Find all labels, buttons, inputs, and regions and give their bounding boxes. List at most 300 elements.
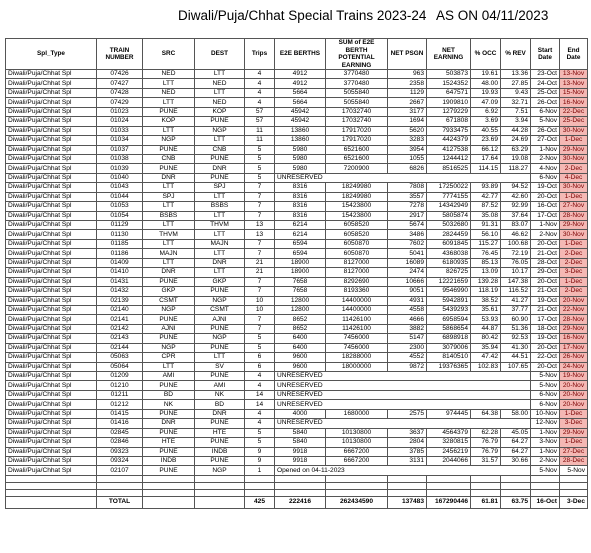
cell-net-earning: 4424379 <box>427 136 471 145</box>
cell-net-psgn: 5147 <box>388 334 427 343</box>
cell-end-date: 4-Dec <box>560 173 588 182</box>
cell-end-date: 29-Nov <box>560 221 588 230</box>
table-row <box>6 296 588 305</box>
cell-occ: 64.38 <box>471 409 501 418</box>
cell-net-psgn: 3637 <box>388 428 427 437</box>
table-row <box>6 419 588 428</box>
cell-trips: 11 <box>245 126 275 135</box>
cell-net-psgn: 10666 <box>388 277 427 286</box>
cell-e2e-berths: UNRESERVED <box>275 372 531 381</box>
cell-spl-type: Diwali/Puja/Chhat Spl <box>6 381 97 390</box>
cell-rev: 83.07 <box>501 221 531 230</box>
cell-occ: 139.28 <box>471 277 501 286</box>
cell-train-number: 02846 <box>97 438 143 447</box>
cell-rev: 147.38 <box>501 277 531 286</box>
cell-start-date: 20-Oct <box>531 277 560 286</box>
cell-trips: 7 <box>245 249 275 258</box>
cell-spl-type: Diwali/Puja/Chhat Spl <box>6 287 97 296</box>
cell-potential-earning: 14400000 <box>326 305 388 314</box>
cell-train-number: 01409 <box>97 258 143 267</box>
cell-trips: 4 <box>245 409 275 418</box>
cell-net-psgn: 2575 <box>388 409 427 418</box>
cell-potential-earning: 6521600 <box>326 154 388 163</box>
cell-trips: 7 <box>245 192 275 201</box>
cell-spl-type: Diwali/Puja/Chhat Spl <box>6 154 97 163</box>
cell-trips: 7 <box>245 287 275 296</box>
cell-occ: 93.89 <box>471 183 501 192</box>
cell-end-date: 29-Nov <box>560 324 588 333</box>
cell-rev: 3.94 <box>501 117 531 126</box>
cell-occ: 85.13 <box>471 258 501 267</box>
cell-train-number: 01211 <box>97 390 143 399</box>
cell-potential-earning: 6667200 <box>326 447 388 456</box>
cell-net-earning: 2044066 <box>427 456 471 465</box>
cell-occ: 56.10 <box>471 230 501 239</box>
table-row <box>6 315 588 324</box>
cell-src: NGP <box>143 136 195 145</box>
cell-potential-earning: 6667200 <box>326 456 388 465</box>
cell-e2e-berths: 8316 <box>275 192 326 201</box>
cell-start-date: 19-Oct <box>531 296 560 305</box>
cell-spl-type: Diwali/Puja/Chhat Spl <box>6 268 97 277</box>
cell-dest: PUNE <box>195 343 245 352</box>
special-trains-table <box>5 38 588 509</box>
cell-net-earning: 2456219 <box>427 447 471 456</box>
cell-net-psgn: 3954 <box>388 145 427 154</box>
cell-occ: 35.61 <box>471 305 501 314</box>
cell-rev: 107.65 <box>501 362 531 371</box>
table-row <box>6 183 588 192</box>
cell-spl-type: Diwali/Puja/Chhat Spl <box>6 164 97 173</box>
cell-occ: 48.00 <box>471 79 501 88</box>
col-header: NET PSGN <box>388 39 427 70</box>
cell-start-date: 19-Oct <box>531 334 560 343</box>
cell-spl-type: Diwali/Puja/Chhat Spl <box>6 400 97 409</box>
table-row <box>6 136 588 145</box>
cell-trips: 6 <box>245 353 275 362</box>
cell-dest: CSMT <box>195 305 245 314</box>
table-row <box>6 79 588 88</box>
cell-start-date: 20-Oct <box>531 362 560 371</box>
cell-dest: DNR <box>195 258 245 267</box>
cell-e2e-berths: 7658 <box>275 277 326 286</box>
cell-e2e-berths: 5980 <box>275 164 326 173</box>
cell-src: GKP <box>143 287 195 296</box>
cell-src: PUNE <box>143 164 195 173</box>
cell-rev: 60.90 <box>501 315 531 324</box>
cell-spl-type: Diwali/Puja/Chhat Spl <box>6 258 97 267</box>
cell-net-psgn: 2300 <box>388 343 427 352</box>
cell-rev: 58.00 <box>501 409 531 418</box>
cell-e2e-berths: 45942 <box>275 107 326 116</box>
cell-end-date: 1-Dec <box>560 438 588 447</box>
cell-spl-type: Diwali/Puja/Chhat Spl <box>6 221 97 230</box>
cell-spl-type: Diwali/Puja/Chhat Spl <box>6 372 97 381</box>
cell-src: LTT <box>143 79 195 88</box>
cell-trips: 13 <box>245 221 275 230</box>
cell-net-psgn: 9872 <box>388 362 427 371</box>
cell-trips: 7 <box>245 315 275 324</box>
cell-spl-type: Diwali/Puja/Chhat Spl <box>6 183 97 192</box>
cell-train-number: 07427 <box>97 79 143 88</box>
cell-occ: 44.87 <box>471 324 501 333</box>
cell-trips: 4 <box>245 70 275 79</box>
cell-start-date: 16-Oct <box>531 202 560 211</box>
cell-start-date: 2-Nov <box>531 154 560 163</box>
cell-trips: 7 <box>245 239 275 248</box>
report-title: Diwali/Puja/Chhat Special Trains 2023-24 <box>178 8 427 23</box>
cell-net-earning: 12221659 <box>427 277 471 286</box>
cell-net-psgn: 1694 <box>388 117 427 126</box>
cell-trips: 9 <box>245 447 275 456</box>
cell-potential-earning: 11426100 <box>326 315 388 324</box>
cell-occ: 13.09 <box>471 268 501 277</box>
table-row <box>6 438 588 447</box>
cell-end-date: 22-Dec <box>560 107 588 116</box>
cell-occ: 53.93 <box>471 315 501 324</box>
cell-occ: 42.77 <box>471 192 501 201</box>
cell-dest: NGP <box>195 126 245 135</box>
cell-opened-note: Opened on 04-11-2023 <box>275 466 531 475</box>
cell-src: THVM <box>143 230 195 239</box>
table-row <box>6 173 588 182</box>
cell-spl-type: Diwali/Puja/Chhat Spl <box>6 419 97 428</box>
cell-end-date: 29-Nov <box>560 428 588 437</box>
cell-occ: 19.93 <box>471 88 501 97</box>
cell-e2e-berths: 5664 <box>275 88 326 97</box>
cell-net-earning: 1909810 <box>427 98 471 107</box>
table-row <box>6 353 588 362</box>
cell-trips: 6 <box>245 362 275 371</box>
cell-train-number: 01038 <box>97 154 143 163</box>
col-header: SUM of E2E BERTH POTENTIAL EARNING <box>326 39 388 70</box>
cell-rev: 72.19 <box>501 249 531 258</box>
cell-potential-earning: 17032740 <box>326 107 388 116</box>
cell-dest: LTT <box>195 268 245 277</box>
cell-rev: 13.36 <box>501 70 531 79</box>
cell-start-date: 25-Oct <box>531 88 560 97</box>
cell-net-psgn: 3785 <box>388 447 427 456</box>
blank-row <box>6 482 588 489</box>
cell-spl-type: Diwali/Puja/Chhat Spl <box>6 305 97 314</box>
cell-potential-earning: 18249980 <box>326 183 388 192</box>
col-header: End Date <box>560 39 588 70</box>
cell-occ: 102.83 <box>471 362 501 371</box>
cell-rev: 100.68 <box>501 239 531 248</box>
cell-src: CSMT <box>143 296 195 305</box>
cell-end-date: 30-Nov <box>560 154 588 163</box>
cell-e2e-berths: 6400 <box>275 343 326 352</box>
cell-potential-earning: 6058520 <box>326 230 388 239</box>
cell-trips: 7 <box>245 202 275 211</box>
cell-dest: NED <box>195 79 245 88</box>
cell-net-psgn: 7278 <box>388 202 427 211</box>
col-header: % OCC <box>471 39 501 70</box>
cell-start-date: 28-Oct <box>531 258 560 267</box>
cell-e2e-berths: 7658 <box>275 287 326 296</box>
cell-start-date: 6-Nov <box>531 400 560 409</box>
cell-train-number: 09324 <box>97 456 143 465</box>
cell-spl-type: Diwali/Puja/Chhat Spl <box>6 79 97 88</box>
total-berths: 222416 <box>275 496 326 508</box>
cell-spl-type: Diwali/Puja/Chhat Spl <box>6 136 97 145</box>
total-trips: 425 <box>245 496 275 508</box>
cell-net-psgn: 4558 <box>388 305 427 314</box>
col-header: SRC <box>143 39 195 70</box>
cell-rev: 10.17 <box>501 268 531 277</box>
cell-e2e-berths: 13860 <box>275 136 326 145</box>
cell-dest: HTE <box>195 428 245 437</box>
cell-spl-type: Diwali/Puja/Chhat Spl <box>6 107 97 116</box>
cell-trips: 11 <box>245 136 275 145</box>
cell-end-date: 28-Dec <box>560 456 588 465</box>
cell-potential-earning: 7456000 <box>326 343 388 352</box>
cell-src: CPR <box>143 353 195 362</box>
cell-potential-earning: 6521600 <box>326 145 388 154</box>
cell-train-number: 01432 <box>97 287 143 296</box>
table-row <box>6 390 588 399</box>
cell-rev: 32.71 <box>501 98 531 107</box>
cell-net-psgn: 2667 <box>388 98 427 107</box>
cell-trips: 4 <box>245 381 275 390</box>
col-header: NET EARNING <box>427 39 471 70</box>
cell-spl-type: Diwali/Puja/Chhat Spl <box>6 409 97 418</box>
cell-net-earning: 7933475 <box>427 126 471 135</box>
table-row <box>6 372 588 381</box>
cell-start-date: 12-Nov <box>531 419 560 428</box>
cell-end-date: 13-Nov <box>560 79 588 88</box>
cell-src: MAJN <box>143 249 195 258</box>
cell-potential-earning: 5055840 <box>326 88 388 97</box>
cell-start-date: 6-Nov <box>531 173 560 182</box>
cell-start-date: 26-Oct <box>531 98 560 107</box>
cell-rev: 118.27 <box>501 164 531 173</box>
cell-net-psgn: 963 <box>388 70 427 79</box>
table-row <box>6 98 588 107</box>
total-spacer <box>6 496 97 508</box>
cell-src: LTT <box>143 183 195 192</box>
cell-src: NED <box>143 88 195 97</box>
cell-end-date: 2-Dec <box>560 258 588 267</box>
table-row <box>6 287 588 296</box>
table-row <box>6 126 588 135</box>
cell-end-date: 26-Nov <box>560 353 588 362</box>
cell-occ: 40.55 <box>471 126 501 135</box>
cell-net-earning: 8516525 <box>427 164 471 173</box>
table-row <box>6 400 588 409</box>
cell-start-date: 1-Nov <box>531 221 560 230</box>
table-row <box>6 88 588 97</box>
cell-start-date: 20-Oct <box>531 239 560 248</box>
cell-net-psgn: 5620 <box>388 126 427 135</box>
cell-rev: 24.69 <box>501 136 531 145</box>
cell-src: BD <box>143 390 195 399</box>
table-row <box>6 145 588 154</box>
cell-rev: 63.29 <box>501 145 531 154</box>
cell-potential-earning: 17917020 <box>326 126 388 135</box>
col-header: Spl_Type <box>6 39 97 70</box>
cell-train-number: 01037 <box>97 145 143 154</box>
table-row <box>6 324 588 333</box>
cell-e2e-berths: 4000 <box>275 409 326 418</box>
cell-trips: 4 <box>245 88 275 97</box>
cell-train-number: 01033 <box>97 126 143 135</box>
cell-start-date: 17-Oct <box>531 315 560 324</box>
cell-net-earning: 9546990 <box>427 287 471 296</box>
cell-spl-type: Diwali/Puja/Chhat Spl <box>6 447 97 456</box>
cell-train-number: 01023 <box>97 107 143 116</box>
col-header: Start Date <box>531 39 560 70</box>
cell-trips: 57 <box>245 117 275 126</box>
cell-e2e-berths: 8652 <box>275 324 326 333</box>
cell-end-date: 30-Nov <box>560 183 588 192</box>
cell-end-date: 20-Nov <box>560 296 588 305</box>
cell-train-number: 05063 <box>97 353 143 362</box>
cell-net-psgn: 6826 <box>388 164 427 173</box>
cell-net-psgn: 3486 <box>388 230 427 239</box>
cell-start-date: 5-Nov <box>531 466 560 475</box>
cell-train-number: 01410 <box>97 268 143 277</box>
table-row <box>6 409 588 418</box>
cell-e2e-berths: UNRESERVED <box>275 400 531 409</box>
cell-trips: 4 <box>245 98 275 107</box>
cell-rev: 44.51 <box>501 353 531 362</box>
cell-e2e-berths: 6594 <box>275 249 326 258</box>
total-psgn: 137483 <box>388 496 427 508</box>
cell-end-date: 3-Dec <box>560 419 588 428</box>
cell-end-date: 16-Nov <box>560 98 588 107</box>
cell-start-date: 21-Oct <box>531 287 560 296</box>
cell-net-earning: 4368038 <box>427 249 471 258</box>
cell-dest: MAJN <box>195 239 245 248</box>
total-potential: 262434590 <box>326 496 388 508</box>
cell-net-earning: 3079006 <box>427 343 471 352</box>
cell-occ: 35.08 <box>471 211 501 220</box>
cell-start-date: 5-Nov <box>531 372 560 381</box>
cell-net-earning: 4127538 <box>427 145 471 154</box>
cell-trips: 4 <box>245 419 275 428</box>
cell-occ: 80.42 <box>471 334 501 343</box>
cell-src: AJNI <box>143 324 195 333</box>
table-row <box>6 447 588 456</box>
cell-spl-type: Diwali/Puja/Chhat Spl <box>6 334 97 343</box>
cell-occ: 76.79 <box>471 438 501 447</box>
cell-occ: 38.52 <box>471 296 501 305</box>
cell-trips: 4 <box>245 79 275 88</box>
total-end: 3-Dec <box>560 496 588 508</box>
cell-spl-type: Diwali/Puja/Chhat Spl <box>6 277 97 286</box>
cell-potential-earning: 7200900 <box>326 164 388 173</box>
cell-net-earning: 6180935 <box>427 258 471 267</box>
cell-occ: 87.52 <box>471 202 501 211</box>
cell-rev: 27.85 <box>501 79 531 88</box>
cell-end-date: 30-Nov <box>560 230 588 239</box>
cell-trips: 9 <box>245 456 275 465</box>
cell-end-date: 30-Nov <box>560 126 588 135</box>
cell-start-date: 26-Oct <box>531 126 560 135</box>
cell-dest: LTT <box>195 192 245 201</box>
cell-e2e-berths: 8316 <box>275 202 326 211</box>
cell-rev: 116.52 <box>501 287 531 296</box>
cell-start-date: 1-Nov <box>531 145 560 154</box>
cell-spl-type: Diwali/Puja/Chhat Spl <box>6 98 97 107</box>
table-row <box>6 249 588 258</box>
cell-start-date: 29-Oct <box>531 268 560 277</box>
cell-train-number: 02107 <box>97 466 143 475</box>
cell-end-date: 29-Nov <box>560 145 588 154</box>
cell-src: NED <box>143 70 195 79</box>
cell-e2e-berths: 5980 <box>275 145 326 154</box>
cell-start-date: 17-Oct <box>531 211 560 220</box>
cell-occ: 115.27 <box>471 239 501 248</box>
cell-potential-earning: 6058520 <box>326 221 388 230</box>
cell-start-date: 10-Nov <box>531 409 560 418</box>
table-row-opened <box>6 466 588 475</box>
cell-net-psgn: 3283 <box>388 136 427 145</box>
cell-end-date: 2-Dec <box>560 164 588 173</box>
cell-net-earning: 8140510 <box>427 353 471 362</box>
cell-dest: LTT <box>195 353 245 362</box>
table-row <box>6 258 588 267</box>
cell-spl-type: Diwali/Puja/Chhat Spl <box>6 324 97 333</box>
cell-rev: 7.51 <box>501 107 531 116</box>
cell-e2e-berths: UNRESERVED <box>275 173 531 182</box>
cell-train-number: 02143 <box>97 334 143 343</box>
cell-trips: 5 <box>245 173 275 182</box>
cell-start-date: 21-Oct <box>531 249 560 258</box>
cell-net-psgn: 3557 <box>388 192 427 201</box>
cell-trips: 7 <box>245 183 275 192</box>
cell-start-date: 23-Oct <box>531 70 560 79</box>
cell-potential-earning: 3770480 <box>326 79 388 88</box>
blank-row <box>6 475 588 482</box>
cell-start-date: 1-Nov <box>531 447 560 456</box>
cell-dest: NED <box>195 98 245 107</box>
cell-end-date: 16-Nov <box>560 334 588 343</box>
table-row <box>6 230 588 239</box>
cell-dest: LTT <box>195 88 245 97</box>
cell-rev: 9.43 <box>501 88 531 97</box>
cell-e2e-berths: 5664 <box>275 98 326 107</box>
cell-train-number: 02139 <box>97 296 143 305</box>
cell-net-psgn: 7808 <box>388 183 427 192</box>
col-header: E2E BERTHS <box>275 39 326 70</box>
header-row <box>6 39 588 70</box>
cell-end-date: 17-Nov <box>560 343 588 352</box>
cell-potential-earning: 14400000 <box>326 296 388 305</box>
cell-start-date: 1-Nov <box>531 428 560 437</box>
cell-dest: THVM <box>195 221 245 230</box>
cell-rev: 92.99 <box>501 202 531 211</box>
cell-trips: 5 <box>245 164 275 173</box>
cell-net-earning: 2824459 <box>427 230 471 239</box>
cell-e2e-berths: 9918 <box>275 456 326 465</box>
cell-src: PUNE <box>143 277 195 286</box>
cell-dest: AJNI <box>195 315 245 324</box>
cell-trips: 21 <box>245 258 275 267</box>
cell-end-date: 25-Dec <box>560 117 588 126</box>
cell-src: PUNE <box>143 428 195 437</box>
cell-potential-earning: 8292690 <box>326 277 388 286</box>
cell-rev: 19.08 <box>501 154 531 163</box>
cell-end-date: 1-Dec <box>560 192 588 201</box>
cell-rev: 46.62 <box>501 230 531 239</box>
cell-end-date: 15-Nov <box>560 88 588 97</box>
cell-dest: LTT <box>195 230 245 239</box>
cell-dest: PUNE <box>195 173 245 182</box>
cell-rev: 42.60 <box>501 192 531 201</box>
cell-potential-earning: 5055840 <box>326 98 388 107</box>
